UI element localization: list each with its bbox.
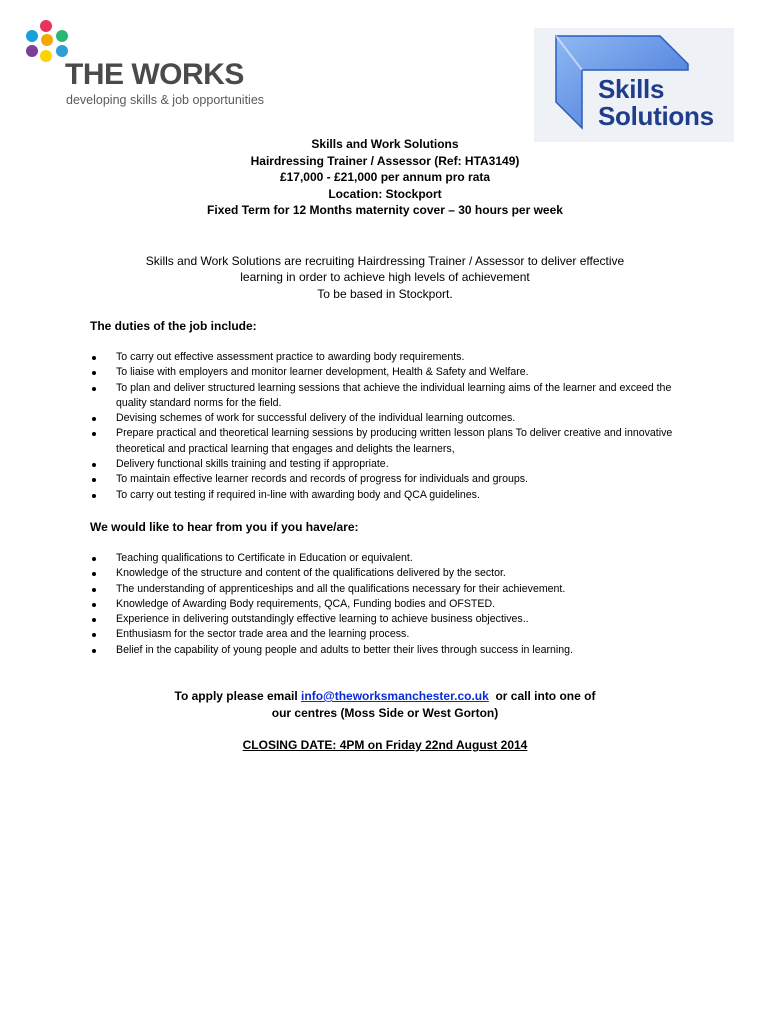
list-item: Knowledge of the structure and content of the qualifications delivered by the sector.	[90, 566, 680, 581]
apply-prefix: To apply please email	[174, 689, 302, 704]
skills-logo-word-2: Solutions	[598, 101, 714, 131]
salary: £17,000 - £21,000 per annum pro rata	[279, 170, 491, 184]
duties-list	[90, 350, 680, 503]
skills-logo-word-1: Skills	[598, 74, 665, 104]
requirements-heading: We would like to hear from you if you have/are:	[90, 519, 359, 534]
apply-suffix: or call into one of	[488, 689, 596, 704]
location: Location: Stockport	[328, 186, 442, 201]
job-title: Hairdressing Trainer / Assessor (Ref: HTA3149)	[250, 153, 520, 168]
list-item: Knowledge of Awarding Body requirements, QCA, Funding bodies and OFSTED.	[90, 597, 680, 612]
list-item: Belief in the capability of young people and adults to better their lives through success in learning.	[90, 643, 680, 658]
the-works-logo	[24, 20, 294, 112]
list-item: To carry out effective assessment practice to awarding body requirements.	[90, 350, 680, 365]
apply-instructions	[90, 688, 680, 722]
organisation-name: Skills and Work Solutions	[311, 137, 459, 151]
contract-term: Fixed Term for 12 Months maternity cover – 30 hours per week	[207, 203, 563, 217]
logo-dot	[26, 30, 38, 42]
skills-solutions-logo	[534, 28, 734, 142]
logo-dot	[56, 30, 68, 42]
logo-dot	[26, 45, 38, 57]
works-logo-name: THE WORKS	[65, 58, 244, 91]
list-item: Devising schemes of work for successful delivery of the individual learning outcomes.	[90, 411, 680, 426]
job-header	[90, 136, 680, 219]
list-item: To maintain effective learner records and records of progress for individuals and groups.	[90, 472, 680, 487]
closing-date: CLOSING DATE: 4PM on Friday 22nd August 2014	[242, 738, 528, 753]
list-item: Delivery functional skills training and testing if appropriate.	[90, 457, 680, 472]
list-item: Experience in delivering outstandingly effective learning to achieve business objectives..	[90, 612, 680, 627]
duties-heading: The duties of the job include:	[90, 319, 257, 333]
list-item: Prepare practical and theoretical learning sessions by producing written lesson plans To deliver creative and innovative theoretical and practical learning that engages and delights the learners,	[90, 426, 680, 457]
job-advert	[90, 136, 680, 752]
intro-line: Skills and Work Solutions are recruiting Hairdressing Trainer / Assessor to deliver effective	[145, 253, 625, 268]
apply-line-2: our centres (Moss Side or West Gorton)	[271, 706, 499, 721]
list-item: To liaise with employers and monitor learner development, Health & Safety and Welfare.	[90, 365, 680, 380]
logo-dot	[56, 45, 68, 57]
requirements-list	[90, 551, 680, 658]
list-item: The understanding of apprenticeships and all the qualifications necessary for their achievement.	[90, 582, 680, 597]
logo-dot	[40, 20, 52, 32]
works-logo-tagline: developing skills & job opportunities	[66, 93, 265, 107]
logo-dot	[40, 50, 52, 62]
intro-line: To be based in Stockport.	[317, 286, 453, 301]
apply-line-1	[90, 688, 680, 705]
list-item: To plan and deliver structured learning sessions that achieve the individual learning aims of the learner and exceed the quality standard norms for the field.	[90, 381, 680, 412]
list-item: Enthusiasm for the sector trade area and the learning process.	[90, 627, 680, 642]
intro-line: learning in order to achieve high levels of achievement	[240, 270, 530, 284]
list-item: To carry out testing if required in-line with awarding body and QCA guidelines.	[90, 488, 680, 503]
list-item: Teaching qualifications to Certificate in Education or equivalent.	[90, 551, 680, 566]
logo-dot	[41, 34, 53, 46]
email-link[interactable]: info@theworksmanchester.co.uk	[301, 689, 489, 704]
intro-paragraph	[90, 253, 680, 303]
